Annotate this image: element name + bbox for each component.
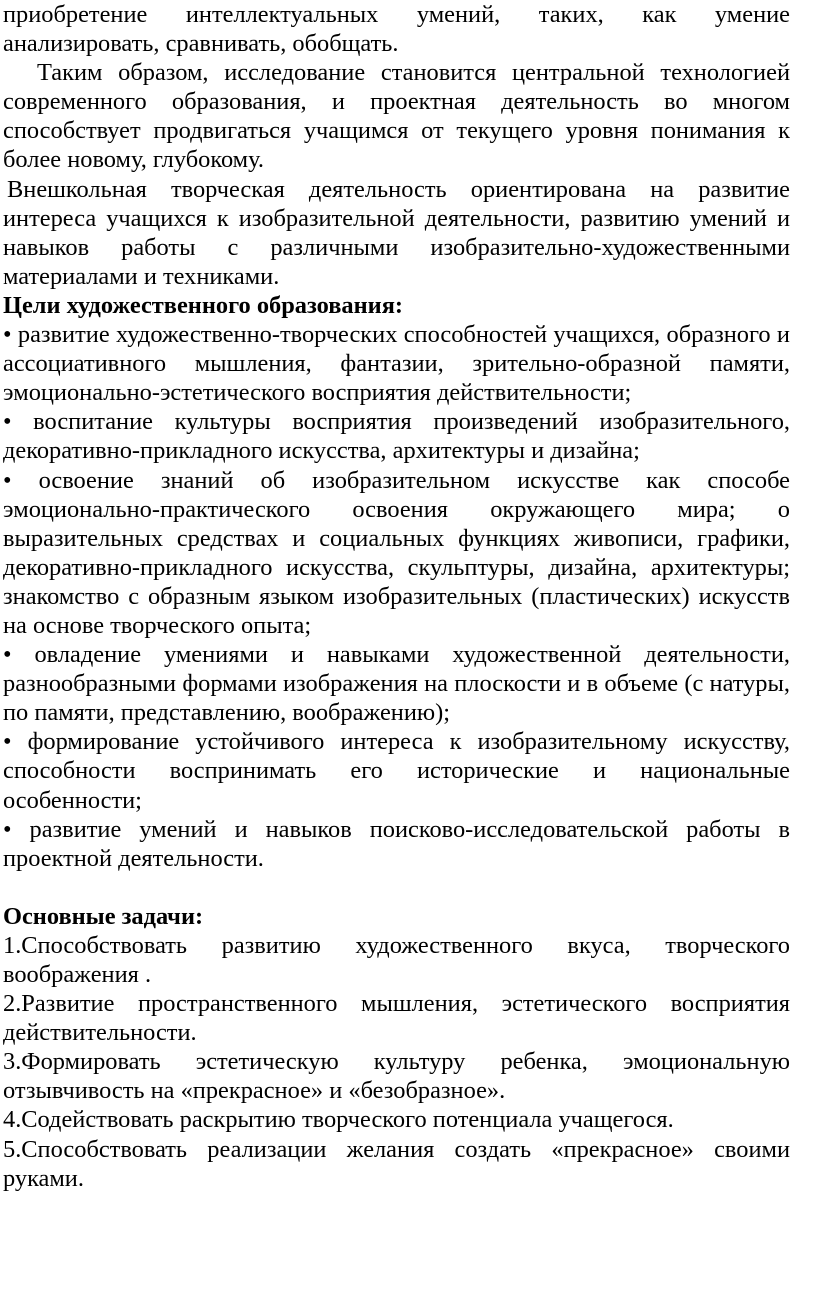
goal-item: • освоение знаний об изобразительном искусстве как способе эмоционально-практического освоения окружающего мира; о выразительных средствах и социальных функциях живописи, графики, декоративно-прикладного искусства, скульптуры, дизайна, архитектуры; знакомство с образным языком изобразительных (пластических) искусств на основе творческого опыта; [3, 466, 790, 639]
goal-item: • развитие художественно-творческих способностей учащихся, образного и ассоциативного мышления, фантазии, зрительно-образной памяти, эмоционально-эстетического восприятия действительности; [3, 321, 790, 407]
tasks-heading: Основные задачи: [3, 902, 204, 930]
task-item: 5.Способствовать реализации желания создать «прекрасное» своими руками. [3, 1135, 790, 1192]
document-page [3, 0, 790, 1193]
task-item: 2.Развитие пространственного мышления, эстетического восприятия действительности. [3, 990, 790, 1047]
intro-continuation-paragraph: приобретение интеллектуальных умений, таких, как умение анализировать, сравнивать, обобщать. [3, 1, 790, 58]
goal-item: • развитие умений и навыков поисково-исследовательской работы в проектной деятельности. [3, 815, 790, 872]
extracurricular-paragraph: Внешкольная творческая деятельность ориентирована на развитие интереса учащихся к изобразительной деятельности, развитию умений и навыков работы с различными изобразительно-художественными материалами и техниками. [3, 175, 790, 290]
goal-item: • овладение умениями и навыками художественной деятельности, разнообразными формами изображения на плоскости и в объеме (с натуры, по памяти, представлению, воображению); [3, 641, 790, 727]
goal-item: • воспитание культуры восприятия произведений изобразительного, декоративно-прикладного искусства, архитектуры и дизайна; [3, 408, 790, 465]
task-item: 3.Формировать эстетическую культуру ребенка, эмоциональную отзывчивость на «прекрасное» и «безобразное». [3, 1048, 790, 1105]
task-item: 1.Способствовать развитию художественного вкуса, творческого воображения . [3, 931, 790, 988]
task-item: 4.Содействовать раскрытию творческого потенциала учащегося. [3, 1106, 674, 1134]
goals-heading: Цели художественного образования: [3, 291, 404, 319]
goal-item: • формирование устойчивого интереса к изобразительному искусству, способности воспринимать его исторические и национальные особенности; [3, 728, 790, 814]
section-spacer [3, 873, 790, 902]
research-paragraph: Таким образом, исследование становится центральной технологией современного образования, и проектная деятельность во многом способствует продвигаться учащимся от текущего уровня понимания к более новому, глубокому. [3, 59, 790, 174]
